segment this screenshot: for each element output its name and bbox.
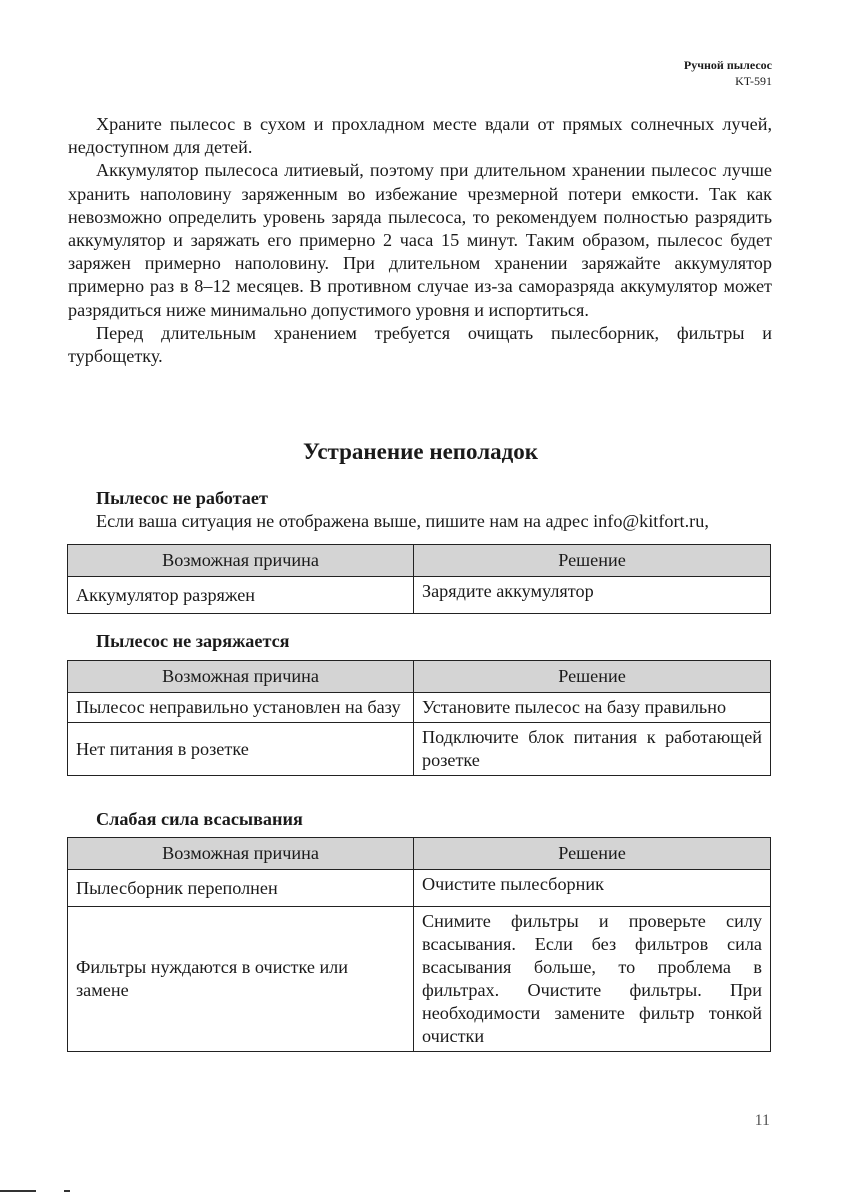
- subsection-title-not-charging: Пылесос не заряжается: [96, 631, 290, 651]
- paragraph: Храните пылесос в сухом и прохладном месте вдали от прямых солнечных лучей, недоступном для детей.: [68, 114, 772, 158]
- header-cause: Возможная причина: [68, 545, 414, 577]
- table-not-charging: [67, 660, 771, 776]
- table-row: [68, 693, 771, 723]
- storage-text: [68, 113, 772, 368]
- header-solution: Решение: [414, 661, 771, 693]
- cause-cell: Нет питания в розетке: [68, 723, 414, 776]
- header-cause: Возможная причина: [68, 661, 414, 693]
- cause-cell: Пылесос неправильно установлен на базу: [68, 693, 414, 723]
- header-solution: Решение: [414, 838, 771, 870]
- solution-cell: Снимите фильтры и проверьте силу всасывания. Если без фильтров сила всасывания больше, то проблема в фильтрах. Очистите фильтры. При необходимости замените фильтр тонкой очистки: [414, 907, 771, 1052]
- header-title: Ручной пылесос: [683, 58, 772, 72]
- table-header-row: [68, 661, 771, 693]
- header-model: KT-591: [735, 74, 772, 88]
- table-header-row: [68, 545, 771, 577]
- paragraph: Аккумулятор пылесоса литиевый, поэтому при длительном хранении пылесос лучше хранить наполовину заряженным во избежание чрезмерной потери емкости. Так как невозможно определить уровень заряда пылесоса, то рекомендуем полностью разрядить аккумулятор и заряжать его примерно 2 часа 15 минут. Таким образом, пылесос будет заряжен примерно наполовину. При длительном хранении заряжайте аккумулятор примерно раз в 8–12 месяцев. В противном случае из-за саморазряда аккумулятор может разрядиться ниже минимально допустимого уровня и испортиться.: [68, 160, 772, 320]
- table-weak-suction: [67, 837, 771, 1052]
- running-header: [684, 57, 772, 89]
- solution-cell: Подключите блок питания к работающей розетке: [414, 723, 771, 776]
- table-row: [68, 870, 771, 907]
- header-solution: Решение: [414, 545, 771, 577]
- cause-cell: Фильтры нуждаются в очистке или замене: [68, 907, 414, 1052]
- crop-mark: [0, 1190, 36, 1192]
- solution-cell: Зарядите аккумулятор: [414, 577, 771, 614]
- contact-note: Если ваша ситуация не отображена выше, пишите нам на адрес info@kitfort.ru,: [96, 511, 709, 531]
- paragraph: Перед длительным хранением требуется очищать пылесборник, фильтры и турбощетку.: [68, 322, 772, 367]
- subsection-title-not-working: Пылесос не работает: [96, 488, 268, 508]
- crop-mark: [64, 1190, 70, 1192]
- table-row: [68, 723, 771, 776]
- table-header-row: [68, 838, 771, 870]
- table-not-working: [67, 544, 771, 614]
- table-row: [68, 907, 771, 1052]
- cause-cell: Пылесборник переполнен: [68, 870, 414, 907]
- section-title: Устранение неполадок: [302, 439, 539, 464]
- page-number: 11: [754, 1112, 770, 1129]
- header-cause: Возможная причина: [68, 838, 414, 870]
- solution-cell: Очистите пылесборник: [414, 870, 771, 907]
- table-row: [68, 577, 771, 614]
- crop-marks: [0, 1188, 100, 1194]
- cause-cell: Аккумулятор разряжен: [68, 577, 414, 614]
- subsection-title-weak-suction: Слабая сила всасывания: [96, 809, 303, 829]
- solution-cell: Установите пылесос на базу правильно: [414, 693, 771, 723]
